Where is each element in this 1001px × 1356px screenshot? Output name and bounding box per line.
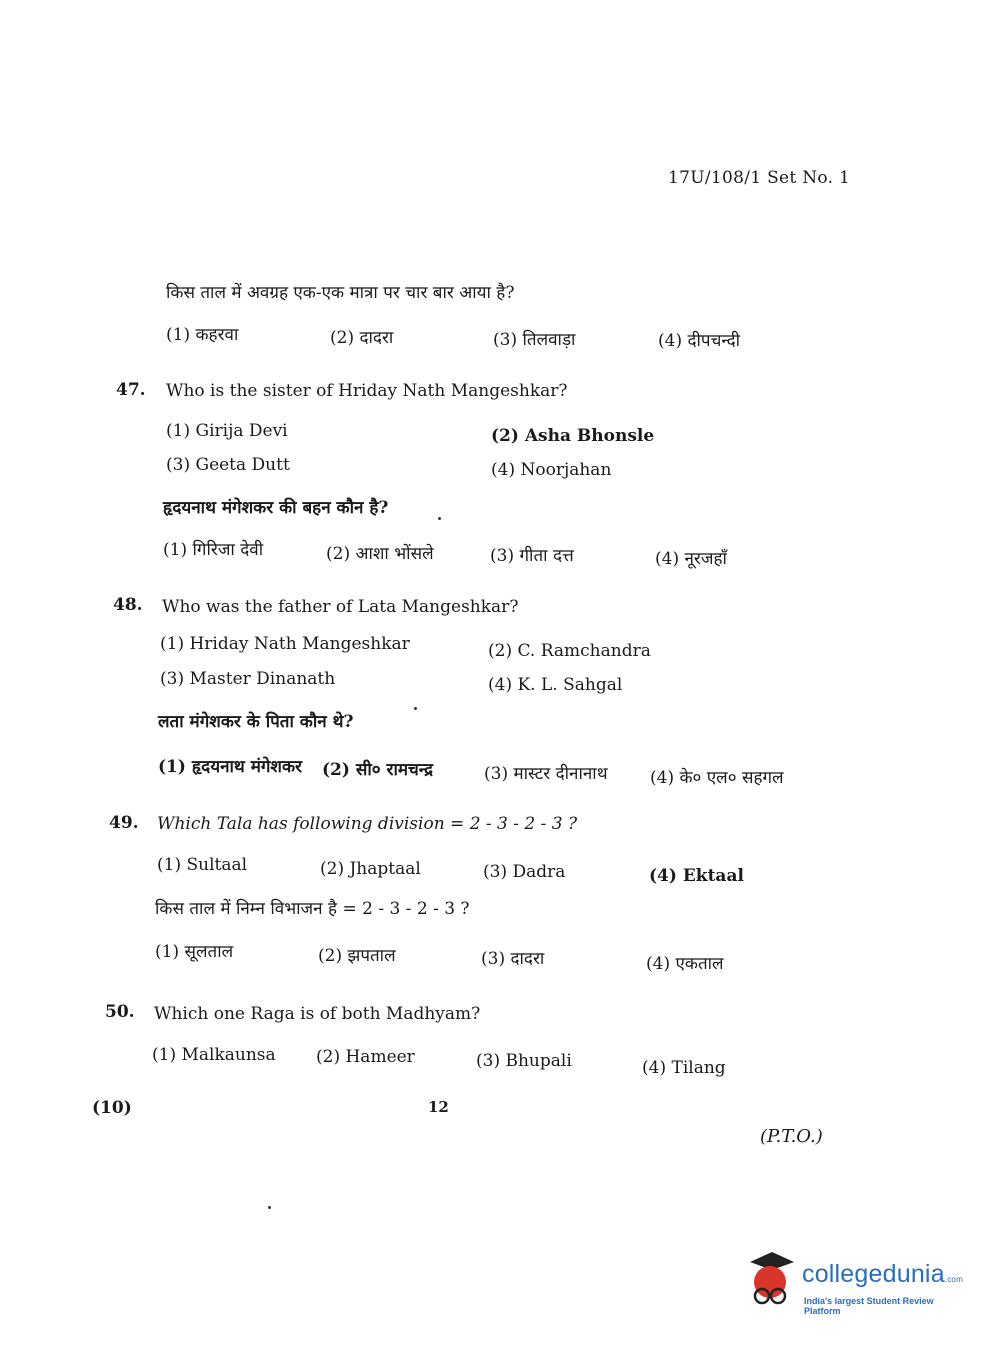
page-number: 12 (428, 1098, 449, 1116)
q49-option-4: (4) Ektaal (649, 866, 744, 886)
q46-hindi-option-2: (2) दादरा (330, 328, 394, 348)
q48-option-2: (2) C. Ramchandra (488, 641, 651, 661)
brand-tagline: India's largest Student Review Platform (804, 1296, 934, 1316)
q50-number: 50. (105, 1002, 135, 1022)
q47-hindi-option-4: (4) नूरजहाँ (655, 549, 727, 569)
q49-hindi-option-2: (2) झपताल (318, 946, 396, 966)
q46-hindi-text: किस ताल में अवग्रह एक-एक मात्रा पर चार बार आया है? (166, 283, 515, 303)
pto-label: (P.T.O.) (760, 1126, 823, 1147)
brand-name: collegedunia.com (802, 1260, 963, 1288)
q47-option-1: (1) Girija Devi (166, 421, 288, 441)
q47-number: 47. (116, 380, 146, 400)
q49-hindi-option-1: (1) सूलताल (155, 942, 234, 962)
q48-hindi-text: लता मंगेशकर के पिता कौन थे? (158, 712, 354, 732)
q50-option-3: (3) Bhupali (476, 1051, 572, 1071)
q50-option-2: (2) Hameer (316, 1047, 415, 1067)
q47-option-2: (2) Asha Bhonsle (491, 426, 655, 446)
q49-hindi-text: किस ताल में निम्न विभाजन है = 2 - 3 - 2 - 3 ? (155, 899, 470, 919)
q47-hindi-option-1: (1) गिरिजा देवी (163, 540, 264, 560)
q50-option-1: (1) Malkaunsa (152, 1045, 276, 1065)
q46-hindi-option-1: (1) कहरवा (166, 325, 239, 345)
scan-speck (268, 1206, 271, 1209)
paper-code: (10) (92, 1098, 132, 1118)
q46-hindi-option-4: (4) दीपचन्दी (658, 331, 741, 351)
q49-option-2: (2) Jhaptaal (320, 859, 421, 879)
q48-hindi-option-2: (2) सी० रामचन्द्र (322, 760, 434, 780)
q47-option-3: (3) Geeta Dutt (166, 455, 290, 475)
scan-speck (438, 517, 441, 520)
q48-option-1: (1) Hriday Nath Mangeshkar (160, 634, 410, 654)
q48-hindi-option-1: (1) हृदयनाथ मंगेशकर (158, 757, 302, 777)
scan-speck (414, 707, 417, 710)
q49-hindi-option-4: (4) एकताल (646, 954, 724, 974)
q48-hindi-option-3: (3) मास्टर दीनानाथ (484, 764, 608, 784)
q47-hindi-option-3: (3) गीता दत्त (490, 546, 574, 566)
q46-hindi-option-3: (3) तिलवाड़ा (493, 330, 576, 350)
q48-option-3: (3) Master Dinanath (160, 669, 336, 689)
q47-text: Who is the sister of Hriday Nath Mangeshkar? (166, 381, 568, 401)
set-number: 17U/108/1 Set No. 1 (668, 168, 851, 188)
q49-option-3: (3) Dadra (483, 862, 566, 882)
q49-text: Which Tala has following division = 2 - 3 - 2 - 3 ? (157, 814, 578, 834)
q48-text: Who was the father of Lata Mangeshkar? (162, 597, 519, 617)
q47-hindi-option-2: (2) आशा भोंसले (326, 544, 434, 564)
mascot-icon (742, 1250, 798, 1310)
q49-hindi-option-3: (3) दादरा (481, 949, 545, 969)
q50-text: Which one Raga is of both Madhyam? (154, 1004, 481, 1024)
q49-number: 49. (109, 813, 139, 833)
q48-option-4: (4) K. L. Sahgal (488, 675, 623, 695)
q49-option-1: (1) Sultaal (157, 855, 248, 875)
q47-option-4: (4) Noorjahan (491, 460, 612, 480)
q48-number: 48. (113, 595, 143, 615)
q47-hindi-text: हृदयनाथ मंगेशकर की बहन कौन है? (163, 498, 389, 518)
q48-hindi-option-4: (4) के० एल० सहगल (650, 768, 784, 788)
q50-option-4: (4) Tilang (642, 1058, 726, 1078)
collegedunia-logo (742, 1250, 972, 1320)
